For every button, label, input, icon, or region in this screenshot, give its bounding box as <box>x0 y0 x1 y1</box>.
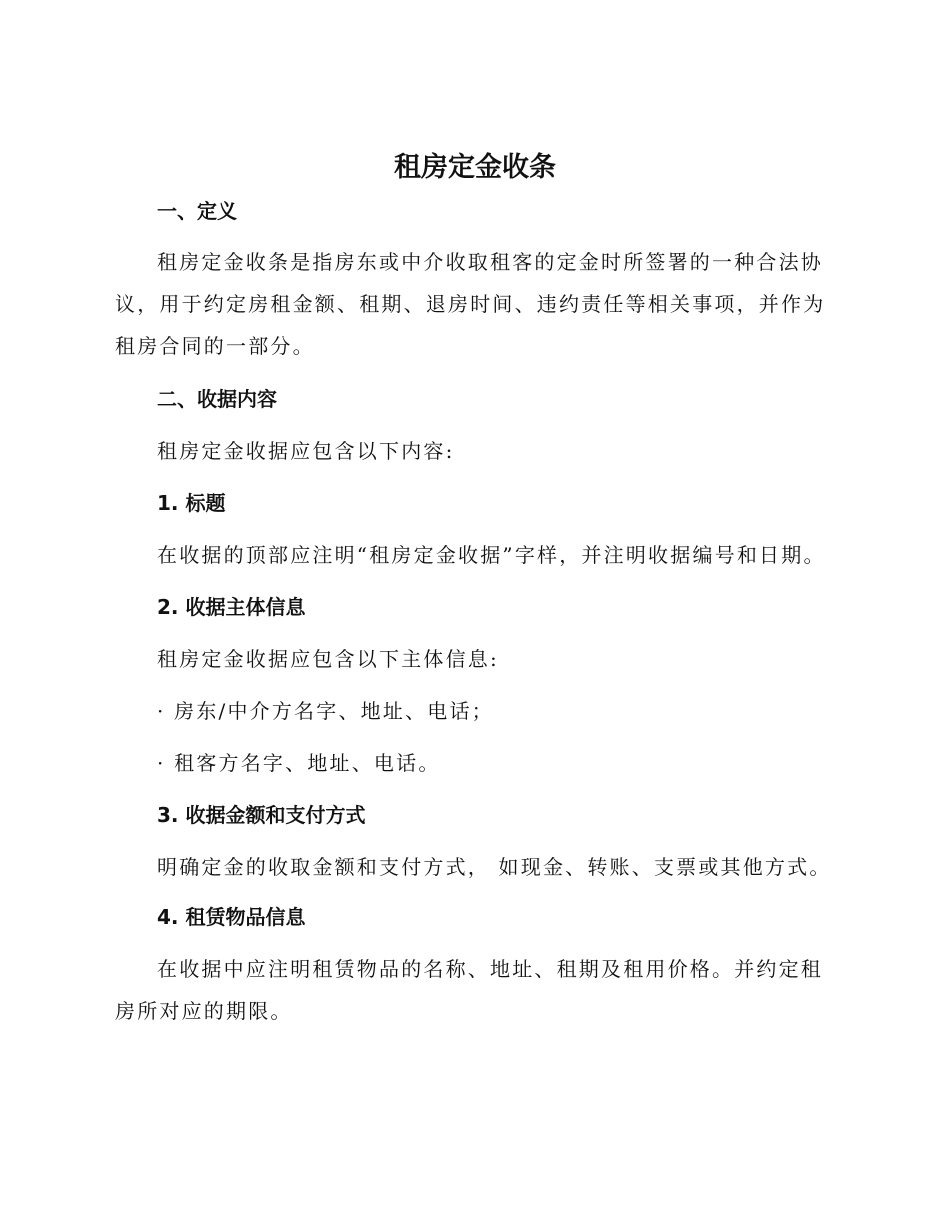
document-title: 租房定金收条 <box>394 152 556 183</box>
item-body-amount-payment: 明确定金的收取金额和支付方式， 如现金、转账、支票或其他方式。 <box>157 855 832 879</box>
item-heading-amount-payment: 3. 收据金额和支付方式 <box>157 803 366 827</box>
item-heading-rental-goods: 4. 租赁物品信息 <box>157 905 306 929</box>
receipt-content-intro: 租房定金收据应包含以下内容: <box>157 439 455 463</box>
item-heading-title: 1. 标题 <box>157 491 226 515</box>
section-heading-receipt-content: 二、收据内容 <box>157 387 277 411</box>
item-body-subject-info: 租房定金收据应包含以下主体信息: <box>157 647 499 671</box>
item-heading-subject-info: 2. 收据主体信息 <box>157 595 306 619</box>
section-heading-definition: 一、定义 <box>157 199 237 223</box>
bullet-tenant-info: · 租客方名字、地址、电话。 <box>157 751 441 775</box>
definition-paragraph: 租房定金收条是指房东或中介收取租客的定金时所签署的一种合法协议，用于约定房租金额、租期、退房时间、违约责任等相关事项，并作为租房合同的一部分。 <box>115 250 826 358</box>
bullet-landlord-info: · 房东/中介方名字、地址、电话； <box>157 699 494 723</box>
item-body-title: 在收据的顶部应注明“租房定金收据”字样，并注明收据编号和日期。 <box>157 543 826 567</box>
item-body-rental-goods: 在收据中应注明租赁物品的名称、地址、租期及租用价格。并约定租房所对应的期限。 <box>115 957 823 1023</box>
